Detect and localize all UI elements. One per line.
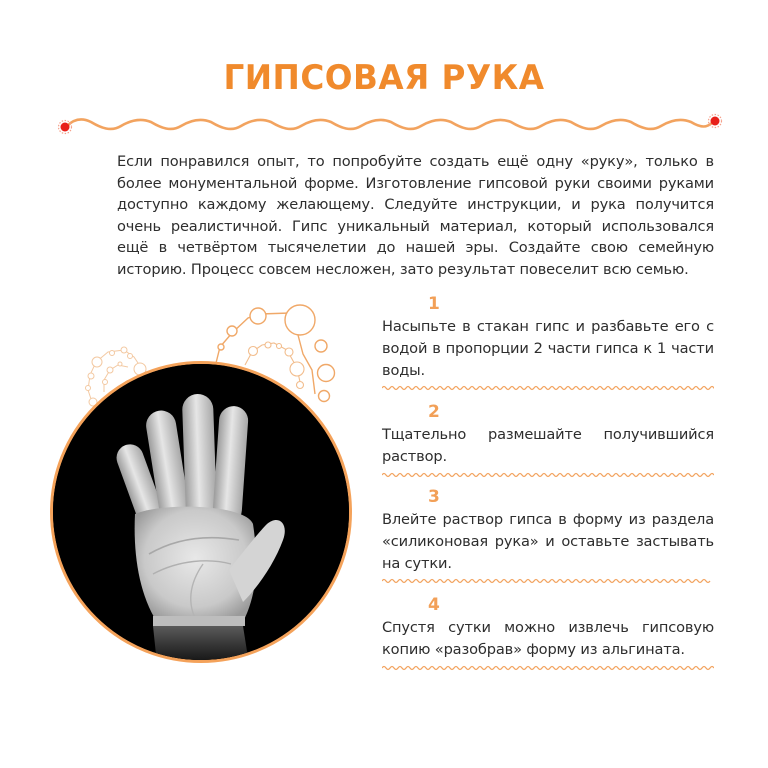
- step-number: 2: [428, 402, 440, 423]
- wavy-step-divider: [382, 577, 714, 585]
- step-1: [382, 292, 714, 392]
- hand-photo: [50, 361, 352, 663]
- intro-paragraph: Если понравился опыт, то попробуйте создать ещё одну «руку», только в более монументальной форме. Изготовление гипсовой руки своими руками доступно каждому желающему. Следуйте инструкции, и рука получится очень реалистичной. Гипс уникальный материал, который использовался ещё в четвёртом тысячелетии до нашей эры. Создайте свою семейную историю. Процесс совсем несложен, зато результат повеселит всю семью.: [117, 153, 714, 278]
- step-number: 1: [428, 294, 440, 314]
- step-text: Спустя сутки можно извлечь гипсовую копию «разобрав» форму из альгината.: [382, 619, 714, 659]
- step-number: 3: [428, 486, 440, 507]
- wavy-step-divider: [382, 664, 714, 672]
- wavy-step-divider: [382, 471, 714, 479]
- page-title: ГИПСОВАЯ РУКА: [223, 58, 545, 98]
- step-number: 4: [428, 595, 440, 616]
- step-text: Влейте раствор гипса в форму из раздела «силиконовая рука» и оставьте застывать на сутки.: [382, 510, 714, 572]
- steps-list: [382, 292, 714, 672]
- step-3: [382, 485, 714, 585]
- wavy-step-divider: [382, 384, 714, 392]
- step-2: [382, 400, 714, 479]
- raised-hand-icon: [53, 364, 349, 660]
- step-text: Тщательно размешайте получившийся раствор.: [382, 426, 714, 466]
- step-4: [382, 593, 714, 672]
- step-text: Насыпьте в стакан гипс и разбавьте его с водой в пропорции 2 части гипса к 1 части воды.: [382, 318, 714, 379]
- wavy-divider: [55, 110, 725, 140]
